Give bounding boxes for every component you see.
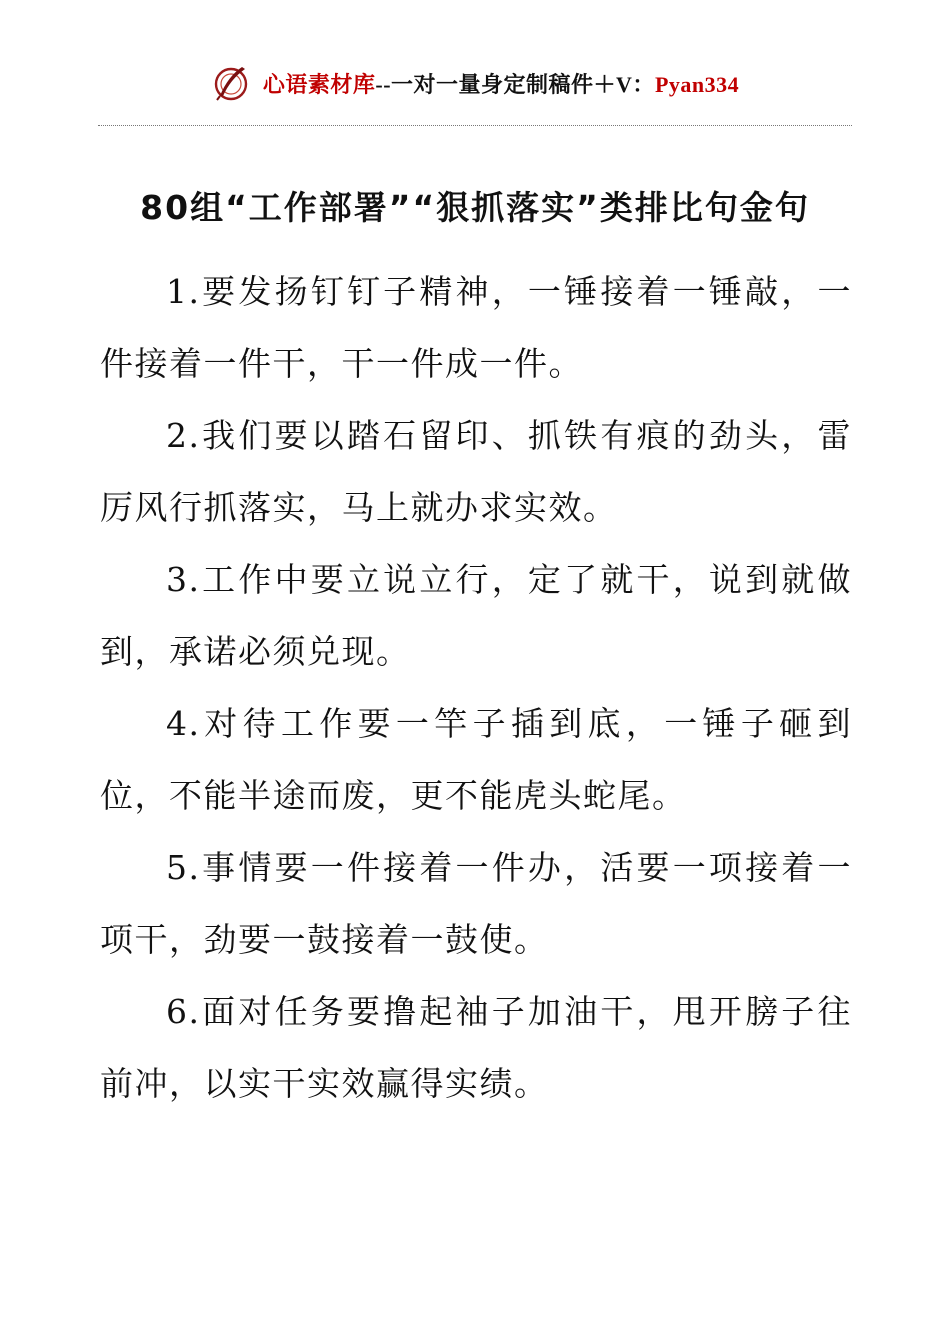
document-body — [100, 256, 852, 1120]
header-slogan: --一对一量身定制稿件＋V： — [375, 71, 655, 97]
paragraph: 5.事情要一件接着一件办，活要一项接着一项干，劲要一鼓接着一鼓使。 — [100, 848, 852, 959]
paragraph: 1.要发扬钉钉子精神，一锤接着一锤敲，一件接着一件干，干一件成一件。 — [100, 272, 852, 383]
paragraph: 3.工作中要立说立行，定了就干，说到就做到，承诺必须兑现。 — [100, 560, 852, 671]
quill-pen-logo-icon — [211, 63, 251, 103]
paragraph: 2.我们要以踏石留印、抓铁有痕的劲头，雷厉风行抓落实，马上就办求实效。 — [100, 416, 852, 527]
paragraph: 6.面对任务要撸起袖子加油干，甩开膀子往前冲，以实干实效赢得实绩。 — [100, 992, 852, 1103]
header-banner — [263, 68, 739, 99]
page-header — [0, 58, 950, 108]
header-divider — [98, 125, 852, 126]
document-title: 80组“工作部署”“狠抓落实”类排比句金句 — [140, 188, 810, 227]
contact-id: Pyan334 — [654, 71, 740, 97]
paragraph: 4.对待工作要一竿子插到底，一锤子砸到位，不能半途而废，更不能虎头蛇尾。 — [100, 704, 852, 815]
brand-name: 心语素材库 — [262, 71, 376, 97]
